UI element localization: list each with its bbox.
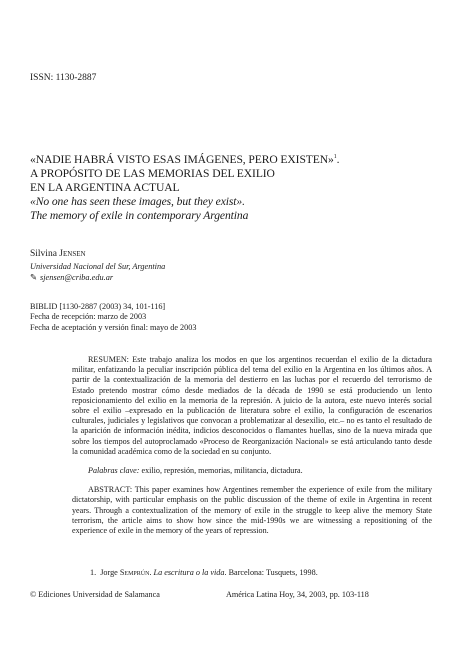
accepted-date: Fecha de aceptación y versión final: mayo de 2003 [30,322,197,332]
keywords-paragraph [72,466,432,476]
keywords-list: exilio, represión, memorias, militancia, dictadura. [139,466,303,476]
title-es-line-1: «NADIE HABRÁ VISTO ESAS IMÁGENES, PERO EXISTEN»$^1$. [30,152,340,166]
article-title [30,150,440,223]
title-es-line-3: EN LA ARGENTINA ACTUAL [30,180,180,194]
received-date: Fecha de recepción: marzo de 2003 [30,312,147,322]
keywords-label: Palabras clave: [88,466,140,476]
abstract-block [72,355,432,536]
title-en-line-1: «No one has seen these images, but they exist». [30,194,245,208]
footer-citation: América Latina Hoy, 34, 2003, pp. 103-118 [226,590,369,599]
author-name: Silvina Jensen [30,249,86,259]
footnote-work: La escritura o la vida [153,568,225,577]
author-block [30,249,165,284]
footnote-marker: 1 [333,154,337,160]
pen-icon: ✎ [30,273,37,282]
author-email[interactable]: sjensen@criba.edu.ar [40,273,114,282]
footnote-number: 1. [90,568,97,577]
issn-label: ISSN: 1130-2887 [30,73,97,83]
biblid: BIBLID [1130-2887 (2003) 34, 101-116] [30,302,166,311]
title-en-line-2: The memory of exile in contemporary Argentina [30,208,249,222]
abstract-en-paragraph: ABSTRACT: This paper examines how Argentines remember the experience of exile from the military dictatorship, with particular emphasis on the public discussion of the theme of exile in Argentina in recent years. Through a contextualization of the memory of exile in the struggle to keep alive the memory State terrorism, the article aims to show how since the mid-1990s we are witnessing a repositioning of the experience of exile in the memory of the years of repression. [72,485,432,536]
author-email-line [30,272,165,284]
footer-publisher: © Ediciones Universidad de Salamanca [30,590,160,599]
footnote: 1. Jorge Semprún. La escritura o la vida. Barcelona: Tusquets, 1998. [90,568,318,577]
resumen-paragraph: RESUMEN: Este trabajo analiza los modos en que los argentinos recuerdan el exilio de la dictadura militar, enfatizando la peculiar inscripción pública del tema del exilio en la Argentina en los últimos años. A partir de la contextualización de la memoria del destierro en las luchas por el recuerdo del terrorismo de Estado pretendo mostrar cómo desde mediados de la década de 1990 se está produciendo un lento reposicionamiento del exilio en la memoria de la represión. A juicio de la autora, este nuevo interés social sobre el exilio –expresado en la publicación de literatura sobre el exilio, la configuración de escenarios culturales, judiciales y legislativos que convocan a problematizar al desexilio, etc.– no es tanto el resultado de la aparición de información inédita, indicios desconocidos o flamantes huellas, sino de la nueva mirada que sobre los tiempos del autoproclamado «Proceso de Reorganización Nacional» se está articulando tanto desde la comunidad académica como de la sociedad en su conjunto. [72,355,432,456]
author-affiliation: Universidad Nacional del Sur, Argentina [30,261,166,271]
title-es-line-2: A PROPÓSITO DE LAS MEMORIAS DEL EXILIO [30,166,275,180]
biblio-block [30,302,196,333]
